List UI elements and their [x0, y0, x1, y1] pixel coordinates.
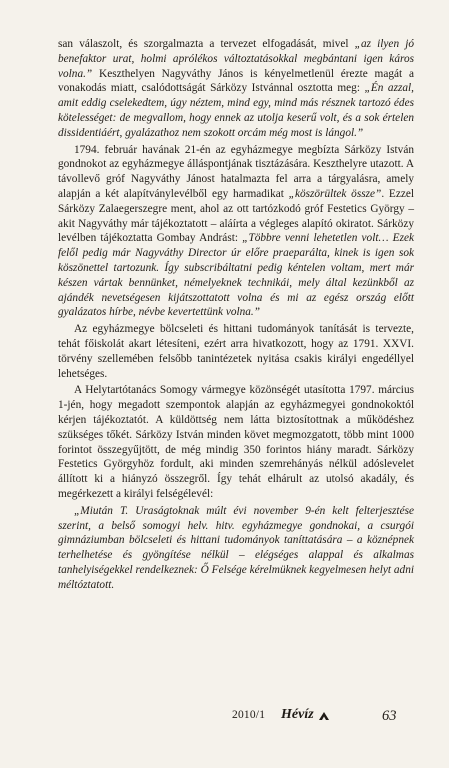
body-text: [58, 37, 414, 592]
pyramid-mark-icon: [319, 711, 329, 721]
body-text-segment: A Helytartótanács Somogy vármegye közönségét utasította 1797. március 1-jén, hogy megadott szempontok alapján az egyházmegyei gondnokoktól kérjen tájékoztatót. A küldöttség nem látta biztosítottnak a működéshez szükséges tőkét. Sárközy István minden követ megmozgatott, több mint 1000 forintot összegyűjtött, de még mindig 350 forintos hiány maradt. Sárközy Festetics Györgyhöz fordult, aki minden szemrehányás nélkül adóslevelet állított ki a hiányzó összegről. Így tehát elhárult az utolsó akadály, és megérkezett a királyi felségélevél:: [58, 384, 414, 500]
body-text-segment: . Ezzel Sárközy Zalaegerszegre ment, ahol az ott tartózkodó gróf Festetics György – akit Nagyváthy már tájékoztatott – aláírta a végleges alapító okiratot. Sárközy levélben tájékoztatta Gombay Andrást:: [58, 187, 414, 245]
body-text-segment: Az egyházmegye bölcseleti és hittani tudományok tanítását is tervezte, tehát főiskolát akart létesíteni, ezért arra hivatkozott, hogy az 1791. XXVI. törvény szellemében felsőbb tanintézetek nyitása csakis királyi engedéllyel lehetséges.: [58, 323, 414, 380]
paragraph: [58, 143, 414, 321]
page-number: 63: [382, 708, 397, 724]
journal-title: Hévíz: [281, 707, 314, 722]
body-text-segment: 1794. február havának 21-én az egyházmegye megbízta Sárközy István gondnokot az egyházmegye álláspontjának tisztázására. Keszthelyre utazott. A távollevő gróf Nagyváthy Jánost hatalmazta fel arra a tárgyalásra, amely alapján a két alapítványlevélből egy harmadikat: [58, 143, 414, 200]
issue-number: 2010/1: [232, 709, 266, 721]
quoted-text: „Miután T. Uraságtoknak múlt évi november 9-én kelt felterjesztése szerint, a belső somogyi helv. hitv. egyházmegye gondnokai, a csurgói gimnáziumban bölcseleti és hittani tudományok taníttatására – a köznépnek terhelhetése és gyöngítése nélkül – elégséges alappal és alkalmas tanhelyiségekkel rendelkeznek: Ő Felsége kérelmüknek kegyelmesen helyt adni méltóztatott.: [58, 504, 414, 591]
paragraph: [58, 383, 414, 501]
body-text-segment: san válaszolt, és szorgalmazta a tervezet elfogadását, mivel: [58, 38, 355, 50]
paragraph: [58, 322, 414, 381]
body-text-segment: Keszthelyen Nagyváthy János is kényelmetlenül érezte magát a vonakodás miatt, csalódottságát Sárközy Istvánnal osztotta meg:: [58, 67, 414, 95]
paragraph: [58, 37, 414, 141]
quoted-text: „köszörültek össze”: [288, 187, 382, 200]
paragraph: [58, 504, 414, 593]
page-footer: [0, 707, 449, 731]
quoted-text: „Többre venni lehetetlen volt… Ezek felől pedig már Nagyváthy Director úr előre praeparálta, kinek is igen sok köszönettel tartozunk. Így subscribáltatni pedig kéntelen voltam, mert már készen vártak bennünket, némelyeknek technikái, mely által kezünkből az ajándék nevetségesen kijátszottatott volna és mi az egész ország előtt gyalázatos hírbe, névbe kevertettünk volna.”: [58, 232, 415, 319]
quoted-text: „az ilyen jó benefaktor urat, holmi aprólékos változtatásokkal megbántani igen káros volna.”: [58, 38, 415, 80]
quoted-text: „Én azzal, amit eddig cselekedtem, úgy néztem, mind egy, mind más résznek tartozó édes kötelességet: de megvallom, hogy ennek az utolja keserű volt, és a sok értelen dissidentiáért, gyalázathoz nem szokott orcám még most is lángol.”: [58, 82, 414, 139]
